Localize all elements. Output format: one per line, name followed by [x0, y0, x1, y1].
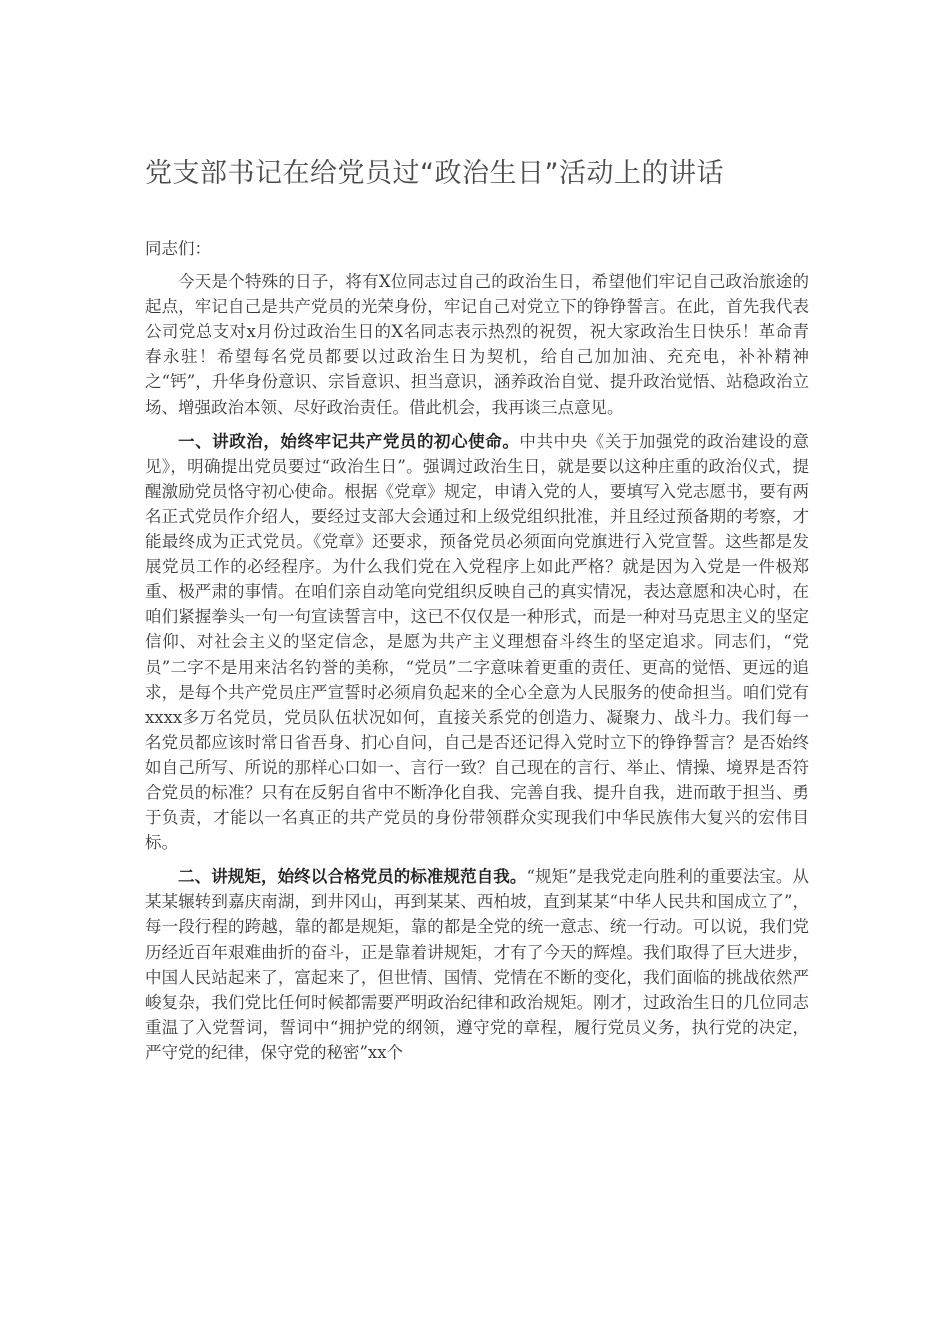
paragraph-intro	[145, 269, 809, 420]
salutation: 同志们：	[145, 239, 211, 258]
paragraph-point-one	[145, 429, 809, 856]
paragraph-point-one-text: 中共中央《关于加强党的政治建设的意见》，明确提出党员要过“政治生日”。强调过政治生日，就是要以这种庄重的政治仪式，提醒激励党员恪守初心使命。根据《党章》规定，申请入党的人，要填写入党志愿书，要有两名正式党员作介绍人，要经过支部大会通过和上级党组织批准，并且经过预备期的考察，才能最终成为正式党员。《党章》还要求，预备党员必须面向党旗进行入党宣誓。这些都是发展党员工作的必经程序。为什么我们党在入党程序上如此严格？就是因为入党是一件极郑重、极严肃的事情。在咱们亲自动笔向党组织反映自己的真实情况，表达意愿和决心时，在咱们紧握拳头一句一句宣读誓言中，这已不仅仅是一种形式，而是一种对马克思主义的坚定信仰、对社会主义的坚定信念，是愿为共产主义理想奋斗终生的坚定追求。同志们，“党员”二字不是用来沽名钓誉的美称，“党员”二字意味着更重的责任、更高的觉悟、更远的追求，是每个共产党员庄严宣誓时必须肩负起来的全心全意为人民服务的使命担当。咱们党有xxxx多万名党员，党员队伍状况如何，直接关系党的创造力、凝聚力、战斗力。我们每一名党员都应该时常日省吾身、扪心自问，自己是否还记得入党时立下的铮铮誓言？是否始终如自己所写、所说的那样心口如一、言行一致？自己现在的言行、举止、情操、境界是否符合党员的标准？只有在反躬自省中不断净化自我、完善自我、提升自我，进而敢于担当、勇于负责，才能以一名真正的共产党员的身份带领群众实现我们中华民族伟大复兴的宏伟目标。	[145, 431, 810, 853]
document-title: 党支部书记在给党员过“政治生日”活动上的讲话	[145, 158, 724, 189]
paragraph-intro-text: 今天是个特殊的日子，将有X位同志过自己的政治生日，希望他们牢记自己政治旅途的起点，牢记自己是共产党员的光荣身份，牢记自己对党立下的铮铮誓言。在此，首先我代表公司党总支对x月份过政治生日的X名同志表示热烈的祝贺，祝大家政治生日快乐！革命青春永驻！希望每名党员都要以过政治生日为契机，给自己加加油、充充电，补补精神之“钙”，升华身份意识、宗旨意识、担当意识，涵养政治自觉、提升政治觉悟、站稳政治立场、增强政治本领、尽好政治责任。借此机会，我再谈三点意见。	[145, 272, 809, 417]
paragraph-point-two-heading: 二、讲规矩，始终以合格党员的标准规范自我。	[178, 867, 527, 887]
paragraph-point-two	[145, 864, 809, 1065]
paragraph-point-two-text: “规矩”是我党走向胜利的重要法宝。从某某辗转到嘉庆南湖，到井冈山，再到某某、西柏坡，直到某某“中华人民共和国成立了”，每一段行程的跨越，靠的都是规矩，靠的都是全党的统一意志、统一行动。可以说，我们党历经近百年艰难曲折的奋斗，正是靠着讲规矩，才有了今天的辉煌。我们取得了巨大进步，中国人民站起来了，富起来了，但世情、国情、党情在不断的变化，我们面临的挑战依然严峻复杂，我们党比任何时候都需要严明政治纪律和政治规矩。刚才，过政治生日的几位同志重温了入党誓词，誓词中“拥护党的纲领，遵守党的章程，履行党员义务，执行党的决定，严守党的纪律，保守党的秘密”xx个	[145, 867, 810, 1062]
document-body	[145, 236, 809, 1074]
paragraph-point-one-heading: 一、讲政治，始终牢记共产党员的初心使命。	[178, 431, 520, 451]
